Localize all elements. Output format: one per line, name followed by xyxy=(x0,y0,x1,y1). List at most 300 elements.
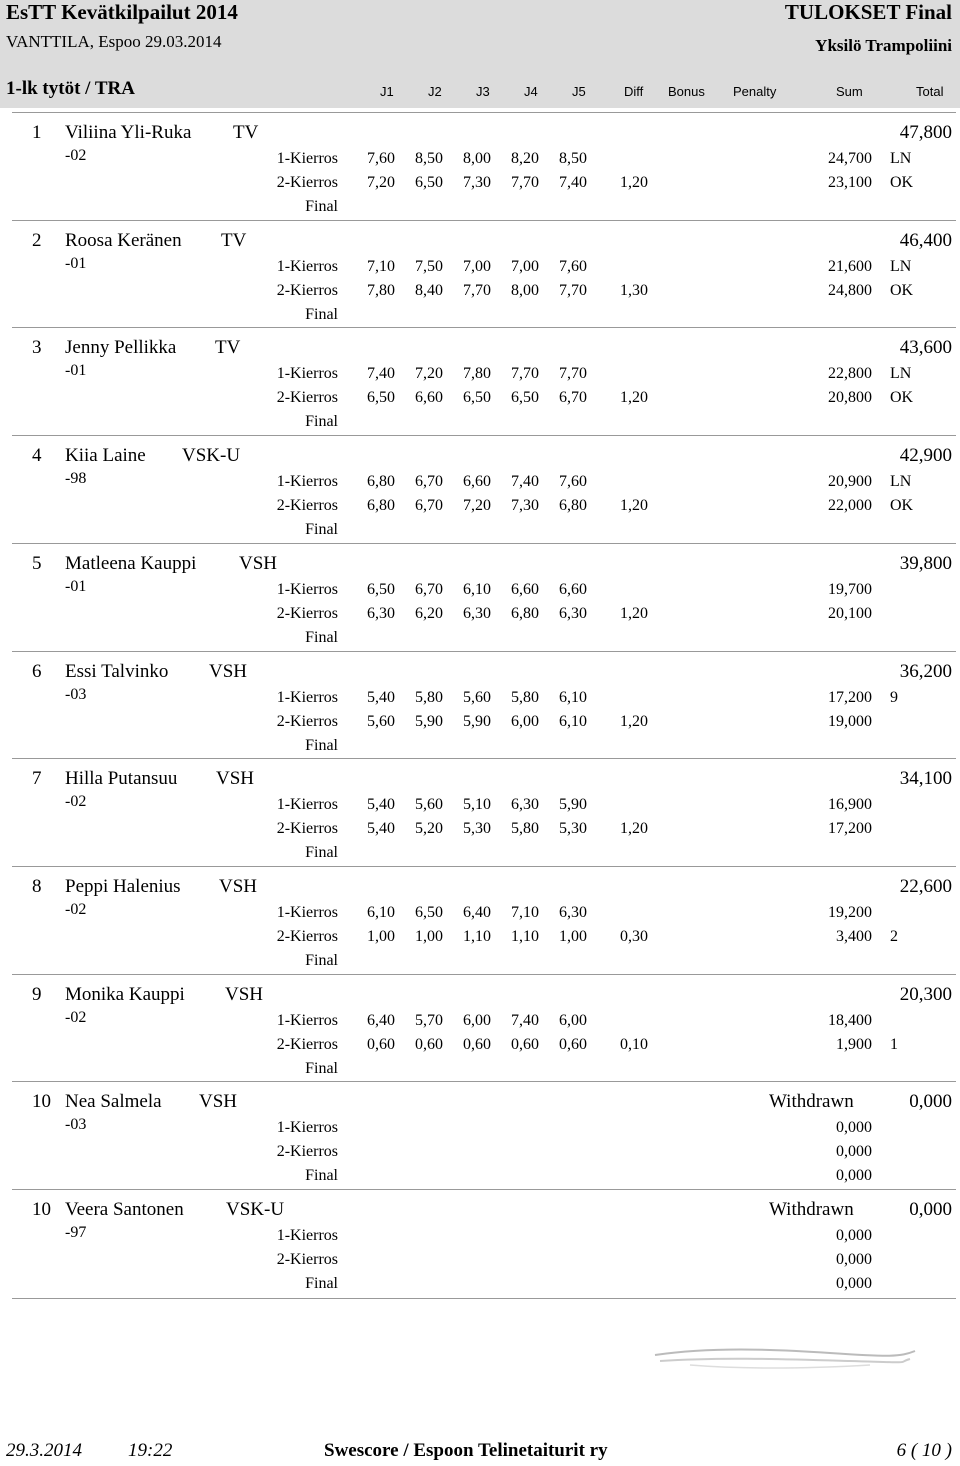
athlete-rank: 5 xyxy=(32,553,42,574)
round-status: OK xyxy=(890,174,914,191)
athlete-block xyxy=(0,230,960,337)
col-header-j4: J4 xyxy=(524,84,538,99)
round-label: 1-Kierros xyxy=(276,1012,338,1029)
round-sum: 17,200 xyxy=(828,820,872,837)
round-status: OK xyxy=(890,497,914,514)
round-status: 1 xyxy=(890,1036,898,1053)
round-row xyxy=(0,1119,960,1142)
judge-score-j1: 7,40 xyxy=(367,365,395,382)
judge-score-j4: 7,10 xyxy=(511,904,539,921)
round-sum: 20,800 xyxy=(828,389,872,406)
round-label: 1-Kierros xyxy=(276,581,338,598)
athlete-name: Roosa Keränen xyxy=(65,230,182,251)
judge-score-j1: 7,10 xyxy=(367,258,395,275)
judge-score-j4: 5,80 xyxy=(511,820,539,837)
athlete-block xyxy=(0,122,960,229)
athlete-club: VSH xyxy=(225,984,264,1005)
athlete-rank: 4 xyxy=(32,445,42,466)
athlete-club: VSH xyxy=(219,876,258,897)
athlete-total: 0,000 xyxy=(909,1199,952,1220)
judge-score-j3: 7,70 xyxy=(463,282,491,299)
athlete-name: Hilla Putansuu xyxy=(65,768,178,789)
athlete-block xyxy=(0,661,960,768)
judge-score-j2: 1,00 xyxy=(415,928,443,945)
athlete-rank: 1 xyxy=(32,122,42,143)
round-row xyxy=(0,581,960,604)
col-header-sum: Sum xyxy=(836,84,863,99)
judge-score-j2: 7,20 xyxy=(415,365,443,382)
round-row xyxy=(0,413,960,436)
athlete-rank: 2 xyxy=(32,230,42,251)
judge-score-j3: 6,00 xyxy=(463,1012,491,1029)
judge-score-j4: 7,30 xyxy=(511,497,539,514)
athlete-birth-year: -02 xyxy=(65,901,87,918)
judge-score-j1: 6,50 xyxy=(367,581,395,598)
judge-score-j1: 5,40 xyxy=(367,820,395,837)
judge-score-j2: 6,70 xyxy=(415,497,443,514)
judge-score-j5: 6,80 xyxy=(559,497,587,514)
judge-score-j5: 7,40 xyxy=(559,174,587,191)
athlete-club: VSH xyxy=(199,1091,238,1112)
judge-score-j2: 5,20 xyxy=(415,820,443,837)
difficulty-score: 1,20 xyxy=(620,389,648,406)
round-status: LN xyxy=(890,150,912,167)
judge-score-j4: 8,00 xyxy=(511,282,539,299)
athlete-birth-year: -03 xyxy=(65,1116,87,1133)
athlete-club: VSH xyxy=(216,768,255,789)
round-label: 2-Kierros xyxy=(276,174,338,191)
round-label: Final xyxy=(305,844,338,861)
judge-score-j3: 7,30 xyxy=(463,174,491,191)
judge-score-j2: 5,80 xyxy=(415,689,443,706)
round-row xyxy=(0,497,960,520)
judge-score-j1: 5,40 xyxy=(367,689,395,706)
judge-score-j5: 6,00 xyxy=(559,1012,587,1029)
round-row xyxy=(0,1060,960,1083)
athlete-birth-year: -01 xyxy=(65,255,87,272)
bottom-divider xyxy=(12,1298,956,1299)
round-row xyxy=(0,689,960,712)
judge-score-j5: 5,90 xyxy=(559,796,587,813)
judge-score-j4: 5,80 xyxy=(511,689,539,706)
judge-score-j5: 7,70 xyxy=(559,365,587,382)
round-label: 2-Kierros xyxy=(276,713,338,730)
round-row xyxy=(0,174,960,197)
round-status: LN xyxy=(890,365,912,382)
athlete-rank: 3 xyxy=(32,337,42,358)
round-sum: 20,900 xyxy=(828,473,872,490)
judge-score-j5: 6,30 xyxy=(559,904,587,921)
round-sum: 0,000 xyxy=(836,1275,872,1292)
signature-scribble xyxy=(650,1335,920,1375)
athlete-name: Peppi Halenius xyxy=(65,876,181,897)
round-label: 1-Kierros xyxy=(276,1119,338,1136)
col-header-diff: Diff xyxy=(624,84,644,99)
athlete-withdrawn: Withdrawn xyxy=(769,1091,854,1112)
judge-score-j1: 5,60 xyxy=(367,713,395,730)
athlete-block xyxy=(0,445,960,552)
judge-score-j2: 5,90 xyxy=(415,713,443,730)
athlete-divider xyxy=(12,974,956,975)
round-status: LN xyxy=(890,473,912,490)
round-label: 1-Kierros xyxy=(276,258,338,275)
judge-score-j3: 7,00 xyxy=(463,258,491,275)
judge-score-j4: 1,10 xyxy=(511,928,539,945)
athlete-divider xyxy=(12,220,956,221)
col-header-penalty: Penalty xyxy=(733,84,777,99)
judge-score-j4: 7,70 xyxy=(511,174,539,191)
event-place-date: VANTTILA, Espoo 29.03.2014 xyxy=(6,32,222,51)
athlete-club: TV xyxy=(221,230,247,251)
round-row xyxy=(0,258,960,281)
round-row xyxy=(0,1012,960,1035)
round-label: Final xyxy=(305,629,338,646)
athlete-birth-year: -97 xyxy=(65,1224,87,1241)
round-row xyxy=(0,1227,960,1250)
round-sum: 21,600 xyxy=(828,258,872,275)
difficulty-score: 1,20 xyxy=(620,605,648,622)
round-label: 2-Kierros xyxy=(276,605,338,622)
round-sum: 0,000 xyxy=(836,1251,872,1268)
athlete-divider xyxy=(12,758,956,759)
athlete-birth-year: -02 xyxy=(65,1009,87,1026)
round-row xyxy=(0,928,960,951)
round-label: Final xyxy=(305,413,338,430)
athlete-name: Monika Kauppi xyxy=(65,984,185,1005)
judge-score-j3: 5,30 xyxy=(463,820,491,837)
difficulty-score: 0,10 xyxy=(620,1036,648,1053)
judge-score-j2: 0,60 xyxy=(415,1036,443,1053)
footer-page-number: 6 ( 10 ) xyxy=(896,1440,952,1461)
judge-score-j5: 6,60 xyxy=(559,581,587,598)
judge-score-j2: 5,60 xyxy=(415,796,443,813)
judge-score-j4: 8,20 xyxy=(511,150,539,167)
athlete-divider xyxy=(12,1189,956,1190)
col-header-j3: J3 xyxy=(476,84,490,99)
round-sum: 20,100 xyxy=(828,605,872,622)
judge-score-j1: 6,30 xyxy=(367,605,395,622)
difficulty-score: 1,20 xyxy=(620,497,648,514)
round-sum: 17,200 xyxy=(828,689,872,706)
round-label: 1-Kierros xyxy=(276,150,338,167)
round-status: OK xyxy=(890,389,914,406)
athlete-block xyxy=(0,337,960,444)
round-row xyxy=(0,473,960,496)
round-label: Final xyxy=(305,306,338,323)
athlete-divider xyxy=(12,435,956,436)
category-title: 1-lk tytöt / TRA xyxy=(6,78,135,99)
round-sum: 22,800 xyxy=(828,365,872,382)
difficulty-score: 1,30 xyxy=(620,282,648,299)
athlete-divider xyxy=(12,866,956,867)
athlete-birth-year: -01 xyxy=(65,362,87,379)
round-row xyxy=(0,844,960,867)
athlete-club: VSK-U xyxy=(226,1199,285,1220)
difficulty-score: 1,20 xyxy=(620,174,648,191)
athlete-divider xyxy=(12,327,956,328)
athlete-rank: 9 xyxy=(32,984,42,1005)
round-label: Final xyxy=(305,521,338,538)
judge-score-j1: 1,00 xyxy=(367,928,395,945)
col-header-j1: J1 xyxy=(380,84,394,99)
round-sum: 3,400 xyxy=(836,928,872,945)
round-sum: 0,000 xyxy=(836,1143,872,1160)
difficulty-score: 1,20 xyxy=(620,713,648,730)
athlete-club: TV xyxy=(233,122,259,143)
judge-score-j5: 6,30 xyxy=(559,605,587,622)
athlete-birth-year: -03 xyxy=(65,686,87,703)
judge-score-j4: 7,40 xyxy=(511,473,539,490)
athlete-total: 20,300 xyxy=(899,984,952,1005)
judge-score-j5: 8,50 xyxy=(559,150,587,167)
athlete-name: Viliina Yli-Ruka xyxy=(65,122,192,143)
round-row xyxy=(0,521,960,544)
judge-score-j1: 0,60 xyxy=(367,1036,395,1053)
judge-score-j3: 6,40 xyxy=(463,904,491,921)
event-title: EsTT Kevätkilpailut 2014 xyxy=(6,0,238,24)
judge-score-j3: 8,00 xyxy=(463,150,491,167)
difficulty-score: 0,30 xyxy=(620,928,648,945)
round-label: 1-Kierros xyxy=(276,365,338,382)
round-row xyxy=(0,952,960,975)
round-sum: 23,100 xyxy=(828,174,872,191)
athlete-rank: 10 xyxy=(32,1091,51,1112)
round-row xyxy=(0,820,960,843)
judge-score-j2: 6,70 xyxy=(415,473,443,490)
judge-score-j1: 6,80 xyxy=(367,497,395,514)
col-header-j2: J2 xyxy=(428,84,442,99)
results-title: TULOKSET Final xyxy=(784,0,952,24)
judge-score-j1: 6,10 xyxy=(367,904,395,921)
round-sum: 16,900 xyxy=(828,796,872,813)
athlete-birth-year: -98 xyxy=(65,470,87,487)
round-label: 2-Kierros xyxy=(276,1143,338,1160)
discipline-title: Yksilö Trampoliini xyxy=(815,36,952,55)
round-row xyxy=(0,904,960,927)
athlete-total: 42,900 xyxy=(899,445,952,466)
athlete-name: Essi Talvinko xyxy=(65,661,169,682)
judge-score-j2: 6,20 xyxy=(415,605,443,622)
judge-score-j3: 6,50 xyxy=(463,389,491,406)
athlete-club: VSH xyxy=(209,661,248,682)
col-header-total: Total xyxy=(916,84,944,99)
athlete-club: VSH xyxy=(239,553,278,574)
judge-score-j5: 7,60 xyxy=(559,258,587,275)
round-row xyxy=(0,198,960,221)
round-label: 2-Kierros xyxy=(276,497,338,514)
athlete-name: Kiia Laine xyxy=(65,445,146,466)
round-row xyxy=(0,1143,960,1166)
athlete-divider xyxy=(12,1081,956,1082)
judge-score-j4: 6,00 xyxy=(511,713,539,730)
athlete-rank: 10 xyxy=(32,1199,51,1220)
difficulty-score: 1,20 xyxy=(620,820,648,837)
judge-score-j1: 6,40 xyxy=(367,1012,395,1029)
judge-score-j3: 5,90 xyxy=(463,713,491,730)
judge-score-j4: 6,30 xyxy=(511,796,539,813)
round-row xyxy=(0,1167,960,1190)
judge-score-j2: 6,50 xyxy=(415,904,443,921)
round-row xyxy=(0,1251,960,1274)
judge-score-j1: 6,50 xyxy=(367,389,395,406)
athlete-total: 43,600 xyxy=(899,337,952,358)
judge-score-j5: 6,10 xyxy=(559,713,587,730)
judge-score-j2: 6,70 xyxy=(415,581,443,598)
round-label: 2-Kierros xyxy=(276,389,338,406)
judge-score-j2: 5,70 xyxy=(415,1012,443,1029)
athlete-club: VSK-U xyxy=(182,445,241,466)
judge-score-j1: 7,80 xyxy=(367,282,395,299)
round-sum: 19,200 xyxy=(828,904,872,921)
round-label: 1-Kierros xyxy=(276,689,338,706)
round-row xyxy=(0,1275,960,1298)
judge-score-j5: 6,10 xyxy=(559,689,587,706)
judge-score-j4: 0,60 xyxy=(511,1036,539,1053)
athlete-birth-year: -01 xyxy=(65,578,87,595)
athlete-rank: 8 xyxy=(32,876,42,897)
round-label: 2-Kierros xyxy=(276,820,338,837)
athlete-name: Jenny Pellikka xyxy=(65,337,177,358)
footer-time: 19:22 xyxy=(128,1440,173,1461)
athlete-divider xyxy=(12,112,956,113)
judge-score-j3: 5,10 xyxy=(463,796,491,813)
round-row xyxy=(0,737,960,760)
round-label: 1-Kierros xyxy=(276,1227,338,1244)
round-status: LN xyxy=(890,258,912,275)
athlete-name: Nea Salmela xyxy=(65,1091,162,1112)
athlete-divider xyxy=(12,651,956,652)
athlete-block xyxy=(0,553,960,660)
judge-score-j2: 7,50 xyxy=(415,258,443,275)
round-label: 2-Kierros xyxy=(276,282,338,299)
judge-score-j5: 0,60 xyxy=(559,1036,587,1053)
round-label: Final xyxy=(305,1275,338,1292)
athlete-total: 34,100 xyxy=(899,768,952,789)
round-row xyxy=(0,282,960,305)
judge-score-j3: 5,60 xyxy=(463,689,491,706)
col-header-j5: J5 xyxy=(572,84,586,99)
athlete-total: 39,800 xyxy=(899,553,952,574)
judge-score-j2: 6,60 xyxy=(415,389,443,406)
athlete-total: 36,200 xyxy=(899,661,952,682)
athlete-total: 22,600 xyxy=(899,876,952,897)
athlete-block xyxy=(0,984,960,1091)
athlete-divider xyxy=(12,543,956,544)
judge-score-j1: 7,20 xyxy=(367,174,395,191)
judge-score-j5: 5,30 xyxy=(559,820,587,837)
round-row xyxy=(0,713,960,736)
round-sum: 22,000 xyxy=(828,497,872,514)
judge-score-j3: 7,80 xyxy=(463,365,491,382)
athlete-block xyxy=(0,1091,960,1198)
judge-score-j5: 7,70 xyxy=(559,282,587,299)
athlete-withdrawn: Withdrawn xyxy=(769,1199,854,1220)
judge-score-j5: 6,70 xyxy=(559,389,587,406)
judge-score-j1: 7,60 xyxy=(367,150,395,167)
round-row xyxy=(0,365,960,388)
judge-score-j2: 6,50 xyxy=(415,174,443,191)
athlete-birth-year: -02 xyxy=(65,793,87,810)
judge-score-j1: 6,80 xyxy=(367,473,395,490)
athlete-club: TV xyxy=(215,337,241,358)
athlete-birth-year: -02 xyxy=(65,147,87,164)
athlete-name: Matleena Kauppi xyxy=(65,553,197,574)
round-label: Final xyxy=(305,737,338,754)
round-label: 1-Kierros xyxy=(276,796,338,813)
judge-score-j3: 6,10 xyxy=(463,581,491,598)
athlete-block xyxy=(0,876,960,983)
round-sum: 24,700 xyxy=(828,150,872,167)
athlete-rank: 6 xyxy=(32,661,42,682)
judge-score-j4: 6,60 xyxy=(511,581,539,598)
judge-score-j3: 7,20 xyxy=(463,497,491,514)
judge-score-j4: 7,40 xyxy=(511,1012,539,1029)
judge-score-j4: 7,00 xyxy=(511,258,539,275)
round-sum: 18,400 xyxy=(828,1012,872,1029)
round-row xyxy=(0,150,960,173)
round-label: Final xyxy=(305,198,338,215)
athlete-total: 0,000 xyxy=(909,1091,952,1112)
round-row xyxy=(0,605,960,628)
round-row xyxy=(0,306,960,329)
round-row xyxy=(0,796,960,819)
athlete-rank: 7 xyxy=(32,768,42,789)
judge-score-j4: 6,50 xyxy=(511,389,539,406)
round-sum: 19,700 xyxy=(828,581,872,598)
round-label: Final xyxy=(305,1167,338,1184)
round-row xyxy=(0,1036,960,1059)
footer-date: 29.3.2014 xyxy=(6,1440,82,1461)
judge-score-j3: 0,60 xyxy=(463,1036,491,1053)
round-status: 9 xyxy=(890,689,898,706)
judge-score-j2: 8,50 xyxy=(415,150,443,167)
judge-score-j4: 6,80 xyxy=(511,605,539,622)
round-label: 2-Kierros xyxy=(276,1036,338,1053)
athlete-name: Veera Santonen xyxy=(65,1199,184,1220)
judge-score-j4: 7,70 xyxy=(511,365,539,382)
round-row xyxy=(0,389,960,412)
judge-score-j3: 1,10 xyxy=(463,928,491,945)
round-sum: 24,800 xyxy=(828,282,872,299)
page-header xyxy=(0,0,960,108)
round-status: 2 xyxy=(890,928,898,945)
round-label: 2-Kierros xyxy=(276,928,338,945)
round-label: 2-Kierros xyxy=(276,1251,338,1268)
round-sum: 0,000 xyxy=(836,1167,872,1184)
round-label: Final xyxy=(305,1060,338,1077)
round-sum: 19,000 xyxy=(828,713,872,730)
athlete-total: 47,800 xyxy=(899,122,952,143)
athlete-total: 46,400 xyxy=(899,230,952,251)
judge-score-j5: 1,00 xyxy=(559,928,587,945)
athlete-block xyxy=(0,1199,960,1306)
judge-score-j2: 8,40 xyxy=(415,282,443,299)
round-row xyxy=(0,629,960,652)
judge-score-j3: 6,60 xyxy=(463,473,491,490)
athlete-block xyxy=(0,768,960,875)
round-status: OK xyxy=(890,282,914,299)
judge-score-j3: 6,30 xyxy=(463,605,491,622)
round-label: Final xyxy=(305,952,338,969)
judge-score-j1: 5,40 xyxy=(367,796,395,813)
round-sum: 1,900 xyxy=(836,1036,872,1053)
round-sum: 0,000 xyxy=(836,1119,872,1136)
judge-score-j5: 7,60 xyxy=(559,473,587,490)
round-label: 1-Kierros xyxy=(276,473,338,490)
footer-organization: Swescore / Espoon Telinetaiturit ry xyxy=(324,1440,608,1461)
round-sum: 0,000 xyxy=(836,1227,872,1244)
round-label: 1-Kierros xyxy=(276,904,338,921)
